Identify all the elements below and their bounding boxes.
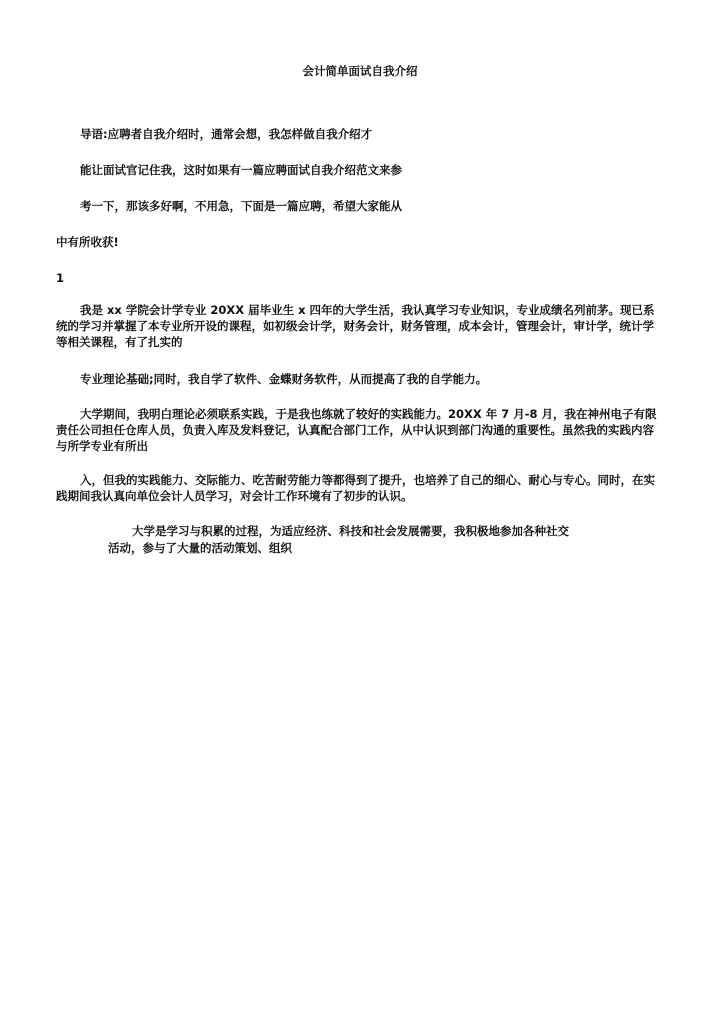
intro-line-3: 考一下，那该多好啊，不用急，下面是一篇应聘，希望大家能从 [80,199,402,213]
section-number: 1 [56,271,65,285]
intro-line-4: 中有所收获! [56,235,119,249]
document-title: 会计简单面试自我介绍 [302,64,418,78]
paragraph-2: 专业理论基础;同时，我自学了软件、金蝶财务软件，从而提高了我的自学能力。 [80,372,488,386]
intro-line-2: 能让面试官记住我，这时如果有一篇应聘面试自我介绍范文来参 [80,163,402,177]
paragraph-1: 我是 xx 学院会计学专业 20XX 届毕业生 x 四年的大学生活，我认真学习专业知识，专业成绩名列前茅。现已系统的学习并掌握了本专业所开设的课程，如初级会计学，财务会计，财务管理，成本会计，管理会计，审计学，统计学等相关课程，有了扎实的 [56,303,655,349]
paragraph-3: 大学期间，我明白理论必须联系实践，于是我也练就了较好的实践能力。20XX 年 7 月-8 月，我在神州电子有限责任公司担任仓库人员，负责入库及发料登记，认真配合部门工作，从中认识到部门沟通的重要性。虽然我的实践内容与所学专业有所出 [56,407,657,453]
paragraph-4: 入，但我的实践能力、交际能力、吃苦耐劳能力等都得到了提升，也培养了自己的细心、耐心与专心。同时，在实践期间我认真向单位会计人员学习，对会计工作环境有了初步的认识。 [56,473,655,503]
intro-line-1: 导语:应聘者自我介绍时，通常会想，我怎样做自我介绍才 [80,127,373,141]
closing-line-1: 大学是学习与积累的过程，为适应经济、科技和社会发展需要，我积极地参加各种社交 [132,524,569,538]
closing-line-2: 活动，参与了大量的活动策划、组织 [108,541,292,555]
